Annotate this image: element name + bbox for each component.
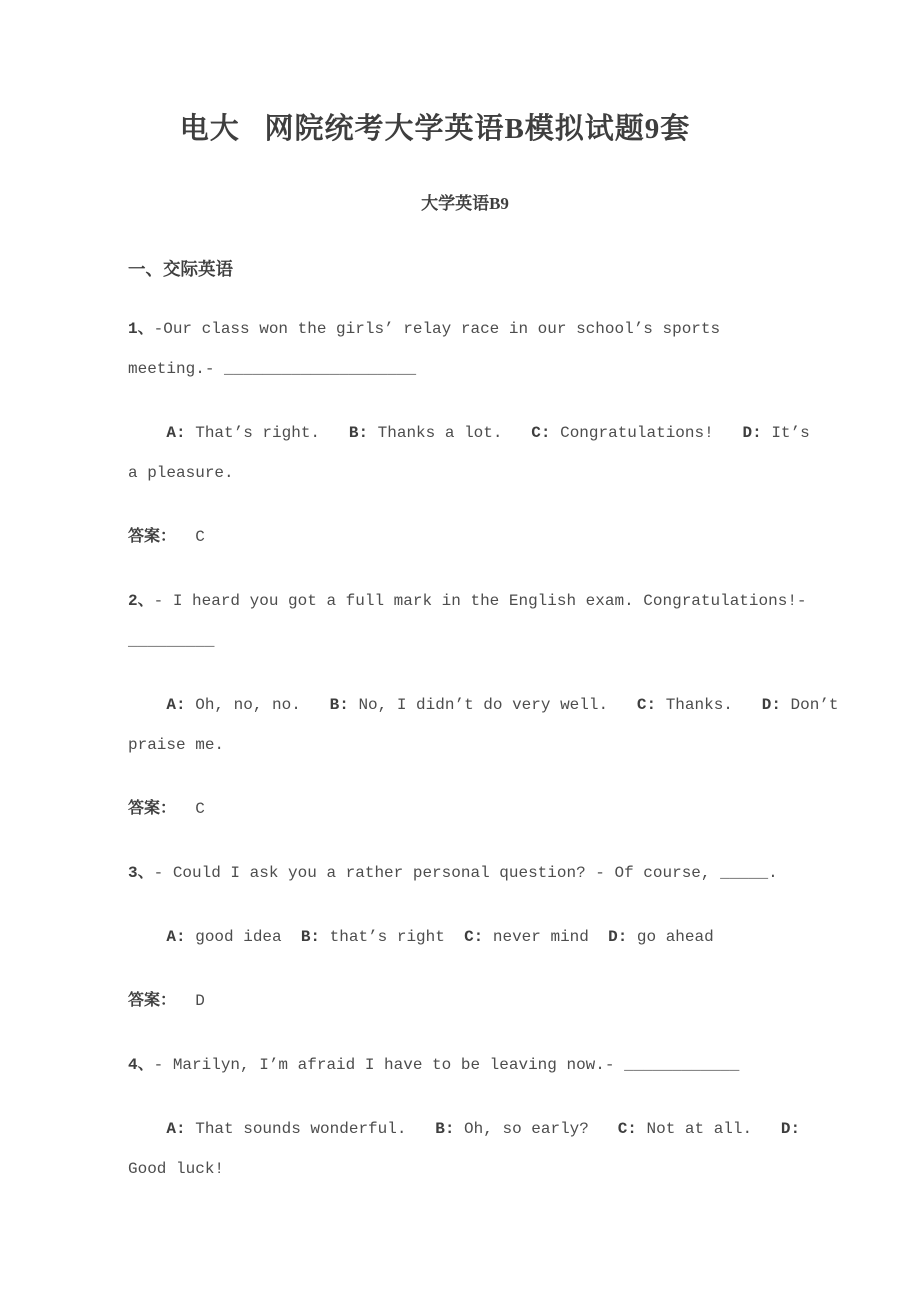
bold-text: B:	[329, 696, 349, 714]
text-line	[128, 685, 839, 725]
text-line	[128, 789, 802, 829]
bold-text: A:	[166, 424, 186, 442]
document-title: 电大 网院统考大学英语B模拟试题9套	[179, 113, 691, 145]
text: - Marilyn, I’m afraid I have to be leaving now.- ____________	[153, 1056, 740, 1074]
text	[128, 424, 166, 442]
text: _________	[128, 632, 215, 650]
answer-line	[128, 981, 802, 1021]
text-line	[128, 349, 802, 389]
text: - I heard you got a full mark in the English exam. Congratulations!-	[153, 592, 807, 610]
text-line	[128, 581, 807, 621]
answer-label: 答案：	[128, 528, 177, 546]
paragraph	[128, 917, 802, 957]
bold-text: D:	[608, 928, 628, 946]
text: praise me.	[128, 736, 225, 754]
paragraph	[128, 413, 810, 493]
text-line	[128, 453, 802, 493]
text-line	[128, 413, 810, 453]
answer-label: 答案：	[128, 992, 177, 1010]
bold-text: 2、	[128, 592, 154, 610]
bold-text: B:	[300, 928, 321, 946]
bold-text: C:	[617, 1120, 637, 1138]
text: go ahead	[627, 928, 714, 946]
section-heading: 一、交际英语	[128, 259, 233, 279]
paragraph	[128, 685, 839, 765]
paragraph	[128, 309, 802, 389]
question	[128, 1045, 802, 1189]
paragraph	[128, 581, 807, 661]
question	[128, 309, 810, 557]
bold-text: B:	[348, 424, 369, 442]
text: Thanks.	[656, 696, 762, 714]
text: No, I didn’t do very well.	[348, 696, 637, 714]
text-line	[128, 725, 802, 765]
bold-text: D:	[761, 696, 781, 714]
text: -Our class won the girls’ relay race in our school’s sports	[153, 320, 721, 338]
bold-text: C:	[531, 424, 551, 442]
document-subtitle: 大学英语B9	[421, 194, 509, 213]
text: Oh, no, no.	[185, 696, 330, 714]
answer-label: 答案：	[128, 800, 177, 818]
text-line	[128, 1109, 802, 1149]
bold-text: 3、	[128, 864, 154, 882]
text: Congratulations!	[550, 424, 743, 442]
bold-text: D:	[742, 424, 762, 442]
text-line	[128, 309, 802, 349]
text: That sounds wonderful.	[185, 1120, 436, 1138]
text: Oh, so early?	[454, 1120, 618, 1138]
paragraph	[128, 1045, 802, 1085]
text	[128, 928, 166, 946]
text: meeting.- ____________________	[128, 360, 417, 378]
text-line	[128, 517, 802, 557]
bold-text: D:	[780, 1120, 801, 1138]
answer-line	[128, 789, 802, 829]
question	[128, 853, 802, 1021]
bold-text: 1、	[128, 320, 154, 338]
text: That’s right.	[185, 424, 349, 442]
text-line	[128, 853, 802, 893]
bold-text: B:	[435, 1120, 455, 1138]
answer-line	[128, 517, 802, 557]
text	[128, 696, 166, 714]
bold-text: C:	[636, 696, 657, 714]
bold-text: 4、	[128, 1056, 154, 1074]
bold-text: C:	[464, 928, 484, 946]
text: good idea	[185, 928, 301, 946]
text-line	[128, 917, 802, 957]
text-line	[128, 1045, 802, 1085]
answer-value: D	[176, 992, 205, 1010]
text: never mind	[483, 928, 609, 946]
bold-text: A:	[166, 696, 186, 714]
answer-value: C	[176, 528, 205, 546]
text: Not at all.	[636, 1120, 781, 1138]
bold-text: A:	[166, 928, 186, 946]
text: Good luck!	[128, 1160, 225, 1178]
text: - Could I ask you a rather personal question? - Of course, _____.	[153, 864, 778, 882]
questions	[128, 309, 839, 1189]
text-line	[128, 981, 802, 1021]
paragraph	[128, 1109, 802, 1189]
text: Thanks a lot.	[368, 424, 532, 442]
text-line	[128, 621, 802, 661]
text-line	[128, 1149, 802, 1189]
paragraph	[128, 853, 802, 893]
answer-value: C	[176, 800, 205, 818]
question	[128, 581, 839, 829]
bold-text: A:	[166, 1120, 186, 1138]
text: Don’t	[780, 696, 839, 714]
text	[128, 1120, 166, 1138]
text: that’s right	[320, 928, 465, 946]
text: It’s	[761, 424, 810, 442]
text: a pleasure.	[128, 464, 234, 482]
